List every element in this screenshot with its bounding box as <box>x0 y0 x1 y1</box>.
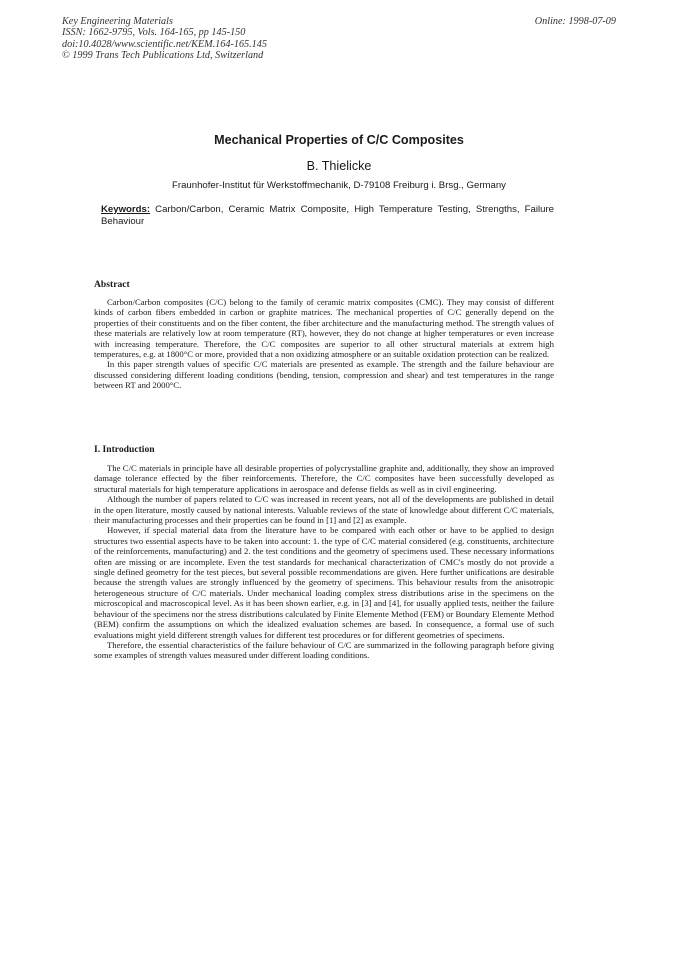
paper-title: Mechanical Properties of C/C Composites <box>214 133 464 147</box>
online-date: Online: 1998-07-09 <box>534 16 616 27</box>
journal-name: Key Engineering Materials <box>62 16 173 27</box>
abstract-paragraph: Carbon/Carbon composites (C/C) belong to the family of ceramic matrix composites (CMC). They may consist of different kinds of carbon fibers embedded in carbon or graphite matrices. The mechanical properties of C/C generally depend on the properties of their constituents and on the fiber content, the fiber architecture and the manufacturing method. The strength values of these materials are relatively low at room temperature (RT), however, they do not change at higher temperatures or even increase with increasing temperature. Therefore, the C/C composites are superior to all other structural materials at extrem high temperatures, e.g. at 1800°C or more, provided that a non oxidizing atmosphere or an suitable oxidation protection can be realized. <box>94 297 554 360</box>
abstract-heading: Abstract <box>94 279 130 290</box>
issn-line: ISSN: 1662-9795, Vols. 164-165, pp 145-150 <box>62 27 246 39</box>
doi-line: doi:10.4028/www.scientific.net/KEM.164-165.145 <box>62 38 267 50</box>
keywords <box>101 204 554 228</box>
abstract-body <box>94 297 554 391</box>
copyright-line: © 1999 Trans Tech Publications Ltd, Switzerland <box>62 49 264 61</box>
introduction-paragraph: Therefore, the essential characteristics of the failure behaviour of C/C are summarized in the following paragraph before giving some examples of strength values measured under different loading conditions. <box>94 639 554 661</box>
introduction-body <box>94 463 554 661</box>
introduction-paragraph: However, if special material data from the literature have to be compared with each other or have to be applied to design structures two essential aspects have to be taken into account: 1. the type of C/C material considered (e.g. constituents, architecture of the reinforcements, manufacturing) and 2. the test conditions and the geometry of specimens used. These necessary informations often are missing or are incomplete. Even the test standards for mechanical characterization of CMC's mostly do not provide a single defined geometry for the test pieces, but several possible recommendations are given. Here further unifications are desirable because the strength values are strongly influenced by the geometry of specimens. This behaviour results from the anisotropic heterogeneous structure of C/C materials. Under mechanical loading complex stress distributions arise in the specimens on the microscopical and macroscopical level. As it has been shown earlier, e.g. in [3] and [4], for usually applied tests, neither the failure behaviour of the specimens nor the stress distributions calculated by Finite Elemente Method (FEM) or Boundary Elemente Method (BEM) confirm the assumptions on which the idealized evaluation schemes are based. In consequence, a formal use of such evaluations might yield different strength values for different test procedures or for different geometries of specimens. <box>94 525 554 640</box>
introduction-paragraph: The C/C materials in principle have all desirable properties of polycrystalline graphite and, additionally, they show an improved damage tolerance effected by the fiber reinforcements. Therefore, the C/C composites have been successfully developed as structural materials for high temperature applications in aerospace and defense fields as well as in civil engineering. <box>94 463 554 494</box>
abstract-paragraph: In this paper strength values of specific C/C materials are presented as example. The strength and the failure behaviour are discussed considering different loading conditions (bending, tension, compression and shear) and test temperatures in the range between RT and 2000°C. <box>94 359 554 391</box>
keywords-text: Carbon/Carbon, Ceramic Matrix Composite, High Temperature Testing, Strengths, Failure Behaviour <box>101 204 554 227</box>
introduction-heading: I. Introduction <box>94 444 155 455</box>
affiliation: Fraunhofer-Institut für Werkstoffmechanik, D-79108 Freiburg i. Brsg., Germany <box>172 180 506 191</box>
keywords-label: Keywords: <box>101 204 151 215</box>
journal-header <box>62 16 267 61</box>
introduction-paragraph: Although the number of papers related to C/C was increased in recent years, not all of the developments are published in detail in the open literature, mostly caused by national interests. Valuable reviews of the state of knowledge about different C/C materials, their manufacturing processes and their properties can be found in [1] and [2] as example. <box>94 494 554 526</box>
author: B. Thielicke <box>306 159 372 173</box>
